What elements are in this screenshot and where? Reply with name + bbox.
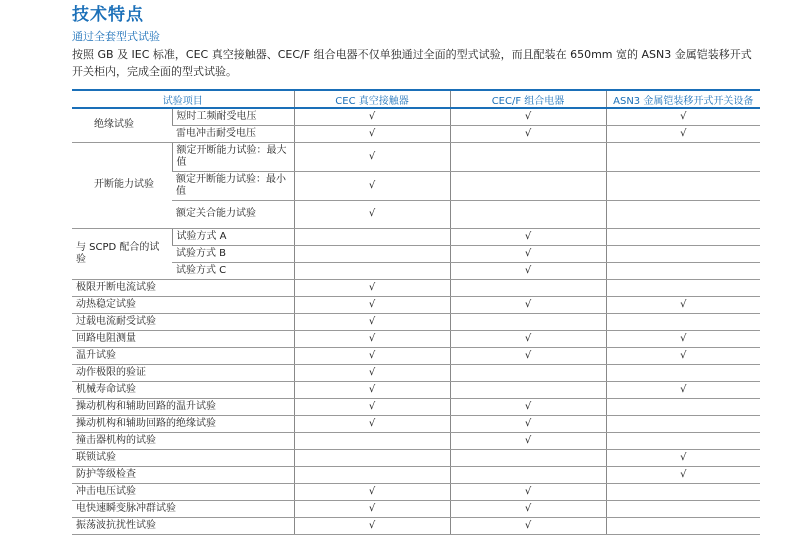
sub-item-label: 额定开断能力试验：最大值	[172, 142, 294, 171]
table-body	[72, 108, 760, 534]
table-row	[72, 330, 760, 347]
item-label: 电快速瞬变脉冲群试验	[72, 500, 294, 517]
table-row	[72, 483, 760, 500]
table-row	[72, 415, 760, 432]
table-row	[72, 381, 760, 398]
item-label: 动热稳定试验	[72, 296, 294, 313]
check-cell-asn3	[606, 200, 760, 228]
table-header-row	[72, 90, 760, 108]
check-cell-asn3	[606, 432, 760, 449]
check-cell-cec: √	[294, 108, 450, 125]
table-row	[72, 432, 760, 449]
header-cecf: CEC/F 组合电器	[450, 90, 606, 108]
table-row	[72, 142, 760, 171]
check-cell-cecf: √	[450, 245, 606, 262]
check-cell-cec: √	[294, 517, 450, 534]
check-cell-cecf: √	[450, 483, 606, 500]
table-row	[72, 228, 760, 245]
check-cell-cecf: √	[450, 517, 606, 534]
table-row	[72, 364, 760, 381]
check-cell-cecf: √	[450, 330, 606, 347]
check-cell-cec: √	[294, 347, 450, 364]
table-row	[72, 313, 760, 330]
intro-paragraph: 按照 GB 及 IEC 标准，CEC 真空接触器、CEC/F 组合电器不仅单独通过全面的型式试验，而且配装在 650mm 宽的 ASN3 金属铠装移开式开关柜内，完成全面的型式试验。	[72, 48, 752, 78]
check-cell-cec: √	[294, 398, 450, 415]
item-label: 动作极限的验证	[72, 364, 294, 381]
check-cell-cec: √	[294, 381, 450, 398]
header-cec: CEC 真空接触器	[294, 90, 450, 108]
item-label: 冲击电压试验	[72, 483, 294, 500]
item-label: 极限开断电流试验	[72, 279, 294, 296]
check-cell-cecf	[450, 466, 606, 483]
sub-item-label: 试验方式 A	[172, 228, 294, 245]
header-test-item: 试验项目	[72, 90, 294, 108]
check-cell-cecf	[450, 381, 606, 398]
table-row	[72, 347, 760, 364]
item-label: 回路电阻测量	[72, 330, 294, 347]
table-row	[72, 296, 760, 313]
check-cell-asn3: √	[606, 466, 760, 483]
table-row	[72, 245, 760, 262]
check-cell-asn3: √	[606, 347, 760, 364]
group-label: 绝缘试验	[72, 108, 172, 142]
table-row	[72, 449, 760, 466]
check-cell-cec	[294, 245, 450, 262]
table-row	[72, 262, 760, 279]
check-cell-cecf	[450, 171, 606, 200]
check-cell-cec: √	[294, 415, 450, 432]
check-cell-asn3	[606, 483, 760, 500]
check-cell-asn3	[606, 398, 760, 415]
table-row	[72, 500, 760, 517]
section-subtitle: 通过全套型式试验	[72, 30, 160, 43]
check-cell-cecf	[450, 313, 606, 330]
check-cell-cec: √	[294, 313, 450, 330]
check-cell-asn3	[606, 142, 760, 171]
check-cell-cec	[294, 432, 450, 449]
check-cell-cecf: √	[450, 415, 606, 432]
check-cell-asn3	[606, 364, 760, 381]
table-row	[72, 279, 760, 296]
check-cell-cecf: √	[450, 108, 606, 125]
table-row	[72, 200, 760, 228]
item-label: 振荡波抗扰性试验	[72, 517, 294, 534]
check-cell-asn3	[606, 517, 760, 534]
item-label: 撞击器机构的试验	[72, 432, 294, 449]
page-title: 技术特点	[72, 5, 144, 25]
check-cell-cec: √	[294, 483, 450, 500]
check-cell-asn3	[606, 262, 760, 279]
item-label: 机械寿命试验	[72, 381, 294, 398]
check-cell-cecf: √	[450, 125, 606, 142]
type-test-table	[72, 89, 760, 535]
sub-item-label: 短时工频耐受电压	[172, 108, 294, 125]
check-cell-cecf: √	[450, 398, 606, 415]
sub-item-label: 额定关合能力试验	[172, 200, 294, 228]
check-cell-asn3	[606, 228, 760, 245]
check-cell-asn3: √	[606, 381, 760, 398]
check-cell-cec: √	[294, 296, 450, 313]
sub-item-label: 试验方式 B	[172, 245, 294, 262]
check-cell-cec	[294, 449, 450, 466]
sub-item-label: 试验方式 C	[172, 262, 294, 279]
check-cell-asn3	[606, 500, 760, 517]
sub-item-label: 雷电冲击耐受电压	[172, 125, 294, 142]
table-row	[72, 125, 760, 142]
check-cell-asn3	[606, 279, 760, 296]
table-row	[72, 171, 760, 200]
check-cell-asn3	[606, 245, 760, 262]
check-cell-asn3: √	[606, 449, 760, 466]
check-cell-cecf	[450, 449, 606, 466]
table-row	[72, 466, 760, 483]
check-cell-cec: √	[294, 279, 450, 296]
table-row	[72, 517, 760, 534]
sub-item-label: 额定开断能力试验：最小值	[172, 171, 294, 200]
check-cell-cecf: √	[450, 500, 606, 517]
header-asn3: ASN3 金属铠装移开式开关设备	[606, 90, 760, 108]
item-label: 操动机构和辅助回路的温升试验	[72, 398, 294, 415]
check-cell-cecf: √	[450, 347, 606, 364]
item-label: 操动机构和辅助回路的绝缘试验	[72, 415, 294, 432]
check-cell-cecf: √	[450, 296, 606, 313]
check-cell-asn3: √	[606, 108, 760, 125]
check-cell-asn3	[606, 171, 760, 200]
item-label: 温升试验	[72, 347, 294, 364]
check-cell-asn3	[606, 313, 760, 330]
group-label: 开断能力试验	[72, 142, 172, 228]
check-cell-cec: √	[294, 364, 450, 381]
check-cell-cecf: √	[450, 432, 606, 449]
table-row	[72, 398, 760, 415]
check-cell-cec: √	[294, 500, 450, 517]
check-cell-cecf	[450, 200, 606, 228]
item-label: 联锁试验	[72, 449, 294, 466]
item-label: 防护等级检查	[72, 466, 294, 483]
check-cell-cec: √	[294, 200, 450, 228]
check-cell-cec: √	[294, 142, 450, 171]
check-cell-asn3: √	[606, 330, 760, 347]
check-cell-cec	[294, 228, 450, 245]
check-cell-asn3: √	[606, 296, 760, 313]
check-cell-cec	[294, 466, 450, 483]
check-cell-asn3	[606, 415, 760, 432]
check-cell-cec	[294, 262, 450, 279]
item-label: 过载电流耐受试验	[72, 313, 294, 330]
check-cell-cecf	[450, 279, 606, 296]
table-row	[72, 108, 760, 125]
check-cell-cec: √	[294, 330, 450, 347]
check-cell-cec: √	[294, 171, 450, 200]
check-cell-cecf: √	[450, 262, 606, 279]
check-cell-cec: √	[294, 125, 450, 142]
check-cell-cecf	[450, 364, 606, 381]
check-cell-cecf	[450, 142, 606, 171]
group-label: 与 SCPD 配合的试验	[72, 228, 172, 279]
check-cell-cecf: √	[450, 228, 606, 245]
check-cell-asn3: √	[606, 125, 760, 142]
